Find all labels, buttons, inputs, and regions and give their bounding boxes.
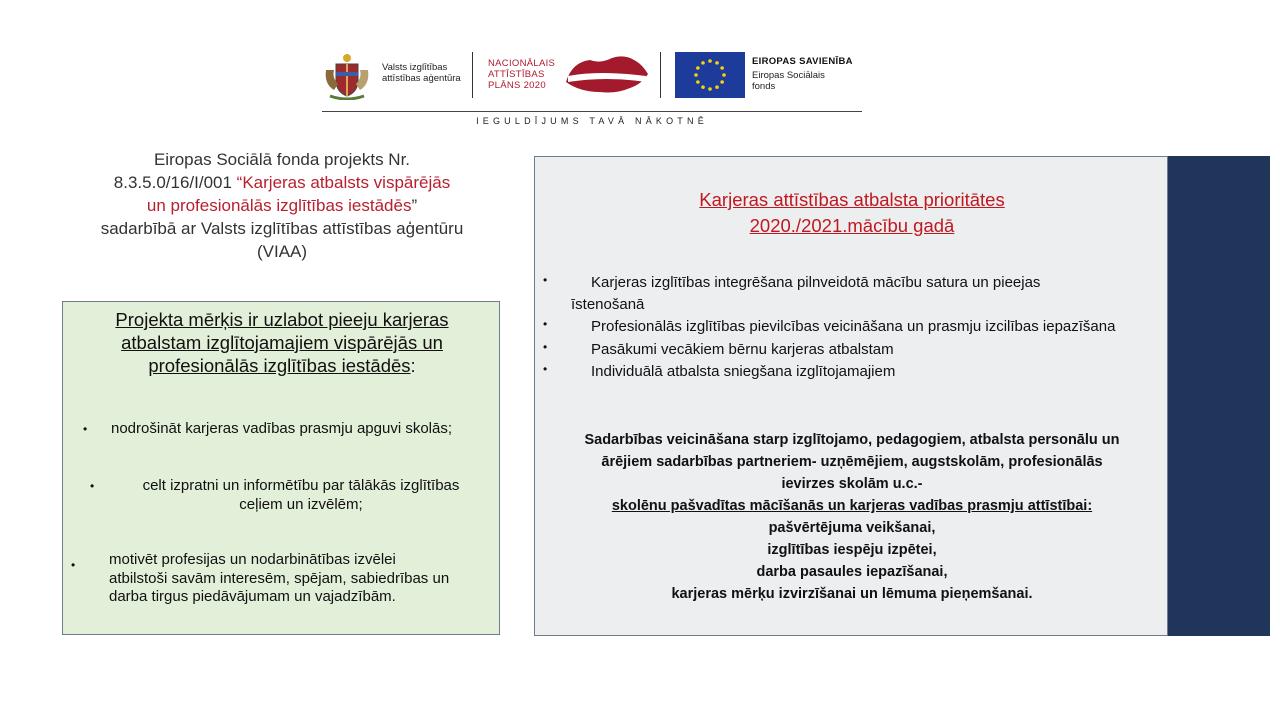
- bullet-icon: •: [543, 273, 548, 287]
- eu-star-icon: [696, 80, 700, 84]
- intro-line-1: Eiropas Sociālā fonda projekts Nr.: [153, 150, 411, 169]
- goal-heading: [63, 308, 501, 377]
- viaa-line-2: attīstības aģentūra: [382, 73, 461, 84]
- eu-star-icon: [701, 61, 705, 65]
- goal-item-line: atbilstoši savām interesēm, spējam, sabiedrības un: [109, 569, 450, 587]
- bullet-icon: •: [90, 479, 95, 493]
- priority-item: Karjeras izglītības integrēšana pilnveidotā mācību satura un pieejas: [591, 274, 1041, 291]
- goal-item: [121, 477, 481, 514]
- eu-star-icon: [715, 61, 719, 65]
- eu-star-icon: [696, 66, 700, 70]
- intro-line-2: [62, 171, 502, 194]
- intro-line-5: (VIAA): [256, 242, 308, 261]
- goal-item-line: motivēt profesijas un nodarbinātības izvēlei: [109, 551, 396, 568]
- cooperation-line: pašvērtējuma veikšanai,: [768, 520, 936, 536]
- viaa-logo-text: [382, 62, 461, 84]
- project-name-part-1: “Karjeras atbalsts vispārējās: [236, 173, 451, 192]
- cooperation-line: ārējiem sadarbības partneriem- uzņēmējiem, augstskolām, profesionālās: [601, 454, 1103, 470]
- bullet-icon: •: [543, 340, 548, 354]
- cooperation-line: karjeras mērķu izvirzīšanai un lēmuma pieņemšanai.: [671, 586, 1033, 602]
- cooperation-line: izglītības iespēju izpētei,: [767, 542, 937, 558]
- nap-line-2: ATTĪSTĪBAS: [488, 69, 545, 80]
- nap-line-3: PLĀNS 2020: [488, 80, 546, 91]
- priorities-box: [534, 156, 1168, 636]
- priority-item: Individuālā atbalsta sniegšana izglītojamajiem: [591, 363, 896, 380]
- bullet-icon: •: [71, 558, 76, 572]
- goal-heading-line-1: Projekta mērķis ir uzlabot pieeju karjeras: [115, 309, 449, 330]
- priority-item: Profesionālās izglītības pievilcības veicināšana un prasmju izcilības iepazīšana: [591, 318, 1116, 335]
- logo-underline: [322, 111, 862, 112]
- latvia-coat-of-arms-icon: [322, 52, 372, 100]
- eu-sub-line-1: Eiropas Sociālais: [752, 70, 825, 81]
- goal-item-line: darba tirgus piedāvājumam un vajadzībām.: [109, 588, 396, 605]
- priority-item: Pasākumi vecākiem bērnu karjeras atbalstam: [591, 341, 894, 358]
- eu-star-icon: [701, 85, 705, 89]
- eu-star-icon: [720, 66, 724, 70]
- eu-flag-icon: [675, 52, 745, 98]
- eu-sub-line-2: fonds: [752, 81, 776, 92]
- eu-star-icon: [722, 73, 726, 77]
- tagline: IEGULDĪJUMS TAVĀ NĀKOTNĒ: [476, 116, 708, 126]
- goal-heading-line-3: profesionālās izglītības iestādēs: [148, 355, 411, 376]
- decorative-side-bar: [1168, 156, 1270, 636]
- priority-item-continuation: īstenošanā: [571, 296, 645, 313]
- latvia-map-flag-icon: [562, 52, 652, 102]
- bullet-icon: •: [543, 317, 548, 331]
- goal-item: [109, 551, 449, 607]
- intro-line-4: sadarbībā ar Valsts izglītības attīstības aģentūru: [100, 219, 464, 238]
- eu-star-icon: [708, 87, 712, 91]
- bullet-icon: •: [83, 422, 88, 436]
- goal-item-line: celt izpratni un informētību par tālākās izglītības: [142, 477, 460, 494]
- logo-strip: [322, 48, 862, 110]
- nap-logo-text: [488, 58, 555, 91]
- nap-line-1: NACIONĀLAIS: [488, 58, 556, 69]
- cooperation-text: [535, 429, 1169, 605]
- cooperation-line: darba pasaules iepazīšanai,: [756, 564, 948, 580]
- goal-item: [111, 420, 452, 439]
- priorities-title-line-2: 2020./2021.mācību gadā: [749, 215, 955, 236]
- eu-subtitle: [752, 70, 825, 92]
- bullet-icon: •: [543, 362, 548, 376]
- eu-title: EIROPAS SAVIENĪBA: [752, 56, 853, 67]
- priorities-title-line-1: Karjeras attīstības atbalsta prioritātes: [699, 189, 1005, 210]
- project-number: 8.3.5.0/16/I/001: [113, 173, 237, 192]
- project-name-part-2: un profesionālās izglītības iestādēs: [146, 196, 412, 215]
- intro-line-3: [62, 194, 502, 217]
- goal-item-line: nodrošināt karjeras vadības prasmju apguvi skolās;: [111, 420, 453, 437]
- logo-divider: [660, 52, 661, 98]
- goal-heading-line-2: atbalstam izglītojamajiem vispārējās un: [121, 332, 443, 353]
- eu-star-icon: [720, 80, 724, 84]
- cooperation-line: ievirzes skolām u.c.-: [781, 476, 923, 492]
- cooperation-line: Sadarbības veicināšana starp izglītojamo, pedagogiem, atbalsta personālu un: [584, 432, 1120, 448]
- cooperation-subheading: skolēnu pašvadītas mācīšanās un karjeras vadības prasmju attīstībai:: [611, 498, 1093, 514]
- goal-item-line: ceļiem un izvēlēm;: [239, 495, 363, 513]
- eu-star-icon: [694, 73, 698, 77]
- project-intro: [62, 148, 502, 263]
- logo-divider: [472, 52, 473, 98]
- priorities-title: [535, 187, 1169, 239]
- viaa-line-1: Valsts izglītības: [382, 62, 448, 73]
- goal-heading-colon: :: [410, 355, 416, 376]
- project-goal-box: [62, 301, 500, 635]
- eu-star-icon: [708, 59, 712, 63]
- quote-end: ”: [411, 196, 418, 215]
- eu-star-icon: [715, 85, 719, 89]
